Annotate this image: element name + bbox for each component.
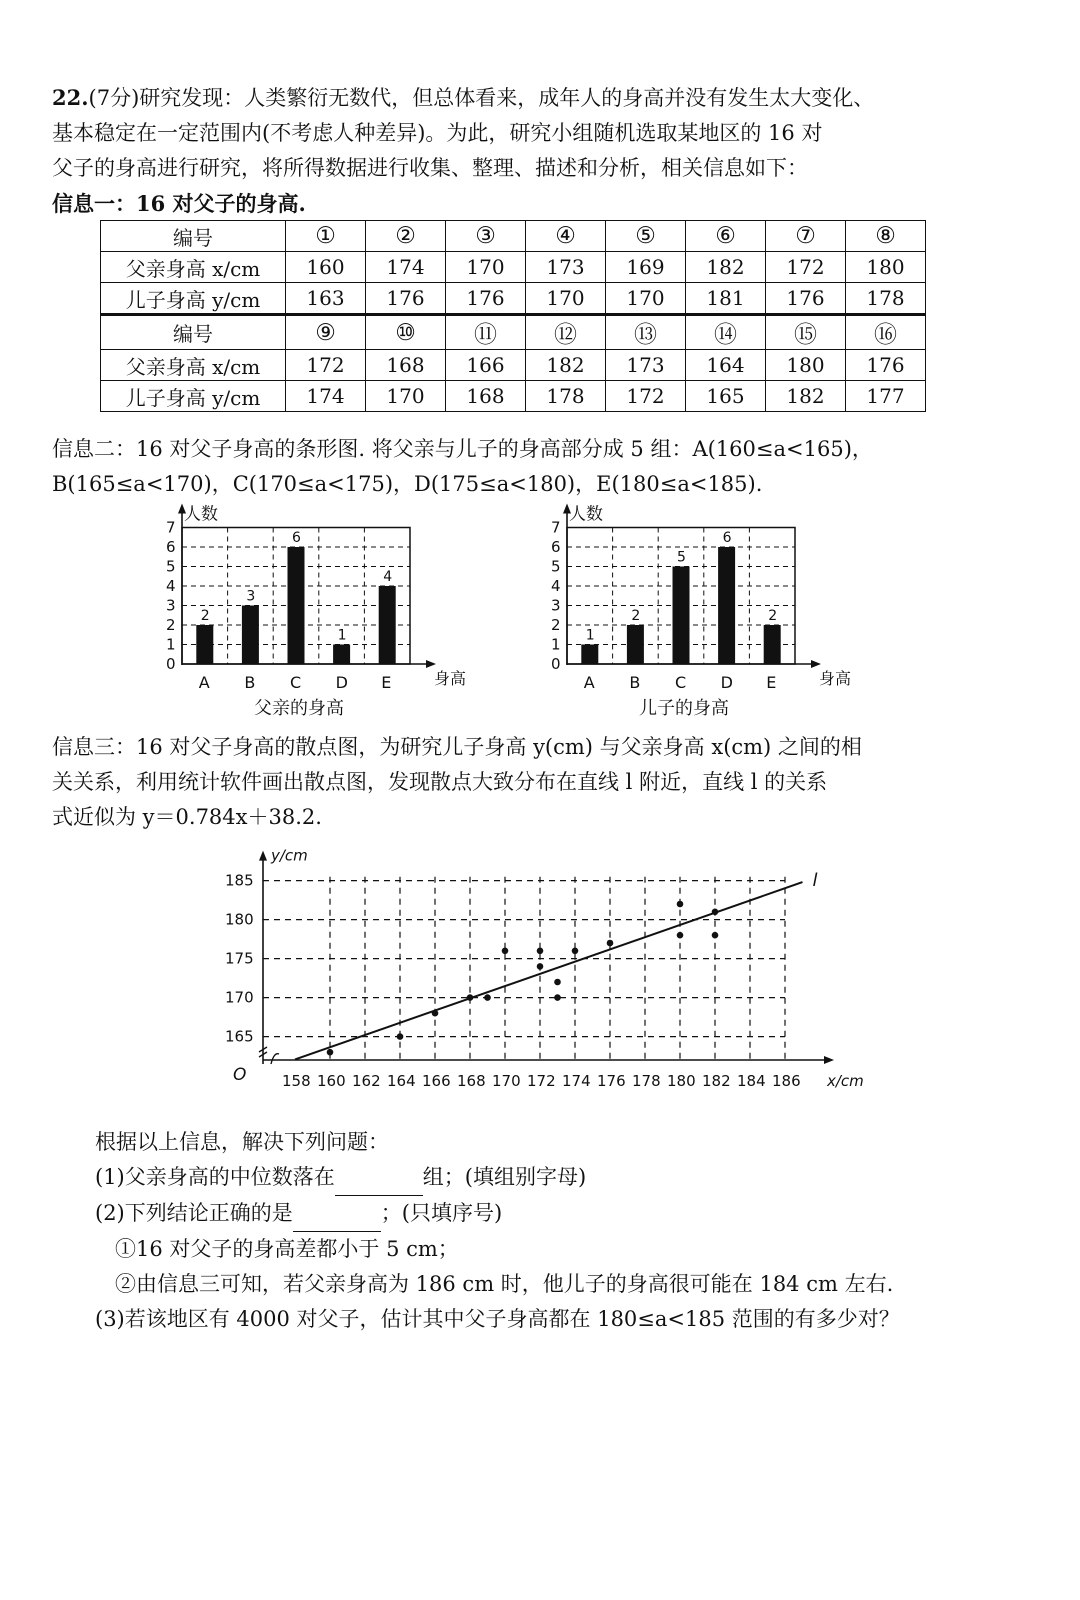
x-tick-label: 162 <box>352 1072 381 1090</box>
y-tick-label: 4 <box>551 577 561 595</box>
x-axis-label: 身高 <box>434 669 467 688</box>
table-cell: 172 <box>286 350 366 381</box>
x-category-label: C <box>290 673 302 692</box>
scatter-point <box>537 963 544 970</box>
x-axis-arrow <box>811 660 821 668</box>
bar <box>627 625 644 664</box>
table-cell: 170 <box>526 283 606 315</box>
x-category-label: C <box>675 673 687 692</box>
bar <box>242 606 259 665</box>
table-row <box>101 315 926 350</box>
scatter-point <box>432 1010 439 1017</box>
bar-value-label: 1 <box>337 627 347 644</box>
info3-line1: 信息三：16 对父子身高的散点图，为研究儿子身高 y(cm) 与父亲身高 x(cm) 之间的相 <box>52 735 862 759</box>
table-cell: 182 <box>766 381 846 412</box>
x-tick-label: 182 <box>702 1072 731 1090</box>
table-cell <box>446 221 526 252</box>
pair-id: ⑩ <box>395 319 416 346</box>
table-cell <box>766 221 846 252</box>
y-tick-label: 5 <box>166 557 176 576</box>
questions-lead: 根据以上信息，解决下列问题： <box>95 1130 389 1154</box>
pair-id: ② <box>395 223 416 249</box>
table-cell: 160 <box>286 252 366 283</box>
table-cell <box>526 315 606 350</box>
pair-id: ⑬ <box>634 322 657 348</box>
table-cell: 180 <box>846 252 926 283</box>
table-cell: 180 <box>766 350 846 381</box>
x-axis-label: 身高 <box>819 669 852 688</box>
table-cell <box>606 315 686 350</box>
q2-option2: ②由信息三可知，若父亲身高为 186 cm 时，他儿子的身高很可能在 184 cm 左右. <box>115 1272 894 1296</box>
y-tick-label: 1 <box>166 635 176 654</box>
pair-id: ⑦ <box>795 223 816 249</box>
bar-value-label: 6 <box>722 530 732 546</box>
bar <box>288 547 305 664</box>
q2-text-pre: (2)下列结论正确的是 <box>95 1201 293 1225</box>
bar <box>379 586 396 664</box>
pair-id: ⑧ <box>875 223 896 249</box>
problem-intro-line1: 研究发现：人类繁衍无数代，但总体看来，成年人的身高并没有发生太大变化、 <box>139 86 875 110</box>
y-tick-label: 7 <box>551 518 561 537</box>
son-bar-chart <box>535 500 852 725</box>
scatter-point <box>537 948 544 955</box>
table-cell: 178 <box>526 381 606 412</box>
table-cell: 170 <box>606 283 686 315</box>
info2-text <box>52 432 1062 502</box>
table-cell <box>686 315 766 350</box>
scatter-point <box>484 994 491 1001</box>
table-cell: 176 <box>766 283 846 315</box>
x-category-label: D <box>720 673 733 692</box>
table-cell: 178 <box>846 283 926 315</box>
chart-title: 儿子的身高 <box>639 698 729 719</box>
q2-answer-blank[interactable] <box>293 1196 381 1232</box>
x-tick-label: 172 <box>527 1072 556 1090</box>
bar-value-label: 5 <box>677 549 686 566</box>
regression-line <box>295 882 803 1059</box>
table-cell: 177 <box>846 381 926 412</box>
scatter-point <box>677 901 684 908</box>
scatter-point <box>467 994 474 1001</box>
x-tick-label: 166 <box>422 1072 451 1090</box>
y-tick-label: 165 <box>225 1027 254 1046</box>
pair-id: ⑥ <box>715 223 736 249</box>
scatter-point <box>502 948 509 955</box>
bar <box>764 625 781 664</box>
scatter-point <box>712 932 719 939</box>
y-tick-label: 7 <box>166 518 176 537</box>
table-cell: 165 <box>686 381 766 412</box>
table-cell: 176 <box>846 350 926 381</box>
height-table <box>100 220 926 412</box>
table-row <box>101 381 926 412</box>
bar <box>333 645 350 665</box>
x-tick-label: 160 <box>317 1072 346 1090</box>
q1-answer-blank[interactable] <box>335 1160 423 1196</box>
bar-value-label: 4 <box>383 569 393 585</box>
info3-line3: 式近似为 y＝0.784x＋38.2. <box>52 805 322 829</box>
scatter-point <box>554 994 561 1001</box>
x-tick-label: 186 <box>772 1072 801 1090</box>
pair-id: ⑤ <box>635 223 656 249</box>
x-tick-label: 164 <box>387 1072 416 1090</box>
x-axis-label: x/cm <box>827 1072 864 1090</box>
scatter-point <box>677 932 684 939</box>
y-tick-label: 3 <box>551 596 561 615</box>
pair-id: ⑭ <box>714 322 737 348</box>
table-row <box>101 350 926 381</box>
pair-id: ⑮ <box>794 322 817 348</box>
table-cell <box>286 221 366 252</box>
pair-id: ⑯ <box>874 322 897 348</box>
x-category-label: B <box>629 673 641 692</box>
pair-id: ⑪ <box>474 322 497 348</box>
bar <box>581 645 598 665</box>
pair-id: ① <box>315 223 336 249</box>
y-tick-label: 175 <box>225 949 254 968</box>
origin-label: O <box>233 1065 247 1085</box>
table-row-label: 编号 <box>101 315 286 350</box>
table-row-label: 编号 <box>101 221 286 252</box>
y-axis-label: 人数 <box>184 504 218 525</box>
problem-number: 22. <box>52 85 89 110</box>
table-cell: 172 <box>606 381 686 412</box>
table-cell <box>526 221 606 252</box>
pair-id: ⑨ <box>315 319 336 346</box>
table-cell <box>366 315 446 350</box>
table-cell: 170 <box>366 381 446 412</box>
table-row <box>101 221 926 252</box>
scatter-point <box>712 909 719 916</box>
x-category-label: A <box>583 673 595 692</box>
table-cell <box>366 221 446 252</box>
table-cell <box>606 221 686 252</box>
table-cell: 168 <box>366 350 446 381</box>
y-tick-label: 0 <box>551 655 561 673</box>
y-tick-label: 2 <box>166 616 176 634</box>
table-cell: 176 <box>366 283 446 315</box>
scatter-point <box>554 979 561 986</box>
y-axis-arrow <box>259 851 267 861</box>
regression-line-label: l <box>812 870 818 892</box>
problem-intro <box>52 80 1042 221</box>
problem-points: (7分) <box>88 86 140 110</box>
info1-title: 信息一：16 对父子的身高. <box>52 191 306 216</box>
info2-line2: B(165≤a<170)，C(170≤a<175)，D(175≤a<180)，E(180≤a<185). <box>52 472 763 496</box>
bar <box>196 625 213 664</box>
y-tick-label: 3 <box>166 596 176 615</box>
q3-text: (3)若该地区有 4000 对父子，估计其中父子身高都在 180≤a<185 范围的有多少对？ <box>95 1307 900 1331</box>
q1-text-pre: (1)父亲身高的中位数落在 <box>95 1165 335 1189</box>
q1-text-post: 组；(填组别字母) <box>422 1165 587 1189</box>
table-row-label: 儿子身高 y/cm <box>101 283 286 315</box>
x-tick-label: 168 <box>457 1072 486 1090</box>
table-cell: 170 <box>446 252 526 283</box>
table-cell: 169 <box>606 252 686 283</box>
y-tick-label: 0 <box>166 655 176 673</box>
table-cell: 163 <box>286 283 366 315</box>
table-row <box>101 252 926 283</box>
table-cell: 174 <box>286 381 366 412</box>
table-cell: 176 <box>446 283 526 315</box>
table-cell: 173 <box>606 350 686 381</box>
x-tick-label: 158 <box>282 1072 311 1090</box>
table-row-label: 儿子身高 y/cm <box>101 381 286 412</box>
q2-option1: ①16 对父子的身高差都小于 5 cm； <box>115 1237 459 1261</box>
table-cell: 182 <box>526 350 606 381</box>
table-cell: 168 <box>446 381 526 412</box>
scatter-point <box>327 1049 334 1056</box>
table-cell <box>446 315 526 350</box>
y-tick-label: 170 <box>225 988 254 1007</box>
x-tick-label: 174 <box>562 1072 591 1090</box>
table-cell: 174 <box>366 252 446 283</box>
table-row <box>101 283 926 315</box>
table-cell: 166 <box>446 350 526 381</box>
pair-id: ③ <box>475 223 496 249</box>
table-cell <box>286 315 366 350</box>
y-tick-label: 6 <box>166 538 176 556</box>
x-category-label: E <box>381 673 392 692</box>
axis-break-mark <box>271 1054 279 1064</box>
table-cell <box>686 221 766 252</box>
x-tick-label: 184 <box>737 1072 766 1090</box>
table-cell <box>846 221 926 252</box>
y-tick-label: 185 <box>225 871 254 890</box>
bar <box>718 547 735 664</box>
bar-value-label: 1 <box>585 627 595 644</box>
y-tick-label: 6 <box>551 538 561 556</box>
table-row-label: 父亲身高 x/cm <box>101 252 286 283</box>
scatter-point <box>397 1033 404 1040</box>
y-tick-label: 4 <box>166 577 176 595</box>
x-category-label: A <box>198 673 210 692</box>
table-cell: 173 <box>526 252 606 283</box>
bar-value-label: 3 <box>246 588 256 605</box>
bar <box>673 567 690 665</box>
info2-line1: 信息二：16 对父子身高的条形图. 将父亲与儿子的身高部分成 5 组：A(160≤a<165)， <box>52 437 873 461</box>
y-tick-label: 180 <box>225 910 254 929</box>
x-axis-arrow <box>824 1056 834 1064</box>
table-cell: 164 <box>686 350 766 381</box>
problem-intro-line3: 父子的身高进行研究，将所得数据进行收集、整理、描述和分析，相关信息如下： <box>52 156 808 180</box>
chart-title: 父亲的身高 <box>254 698 344 719</box>
y-tick-label: 5 <box>551 557 561 576</box>
table-cell: 181 <box>686 283 766 315</box>
x-tick-label: 176 <box>597 1072 626 1090</box>
father-bar-chart <box>150 500 467 725</box>
scatter-plot <box>215 838 875 1108</box>
bar-value-label: 2 <box>631 608 641 624</box>
pair-id: ⑫ <box>554 322 577 348</box>
table-row-label: 父亲身高 x/cm <box>101 350 286 381</box>
problem-intro-line2: 基本稳定在一定范围内(不考虑人种差异)。为此，研究小组随机选取某地区的 16 对 <box>52 121 823 145</box>
bar-value-label: 2 <box>200 608 210 624</box>
scatter-point <box>607 940 614 947</box>
table-cell: 172 <box>766 252 846 283</box>
y-axis-label: y/cm <box>271 846 308 865</box>
x-category-label: D <box>335 673 348 692</box>
bar-value-label: 2 <box>768 608 778 624</box>
x-tick-label: 180 <box>667 1072 696 1090</box>
scatter-point <box>572 948 579 955</box>
x-category-label: E <box>766 673 777 692</box>
info3-text <box>52 730 1042 835</box>
x-category-label: B <box>244 673 256 692</box>
x-tick-label: 170 <box>492 1072 521 1090</box>
q2-text-post: ；(只填序号) <box>380 1201 503 1225</box>
x-axis-arrow <box>426 660 436 668</box>
table-cell <box>766 315 846 350</box>
table-cell <box>846 315 926 350</box>
x-tick-label: 178 <box>632 1072 661 1090</box>
bar-value-label: 6 <box>292 530 301 546</box>
y-axis-label: 人数 <box>569 504 603 525</box>
questions <box>95 1125 1045 1337</box>
y-tick-label: 1 <box>551 635 561 654</box>
info3-line2: 关关系，利用统计软件画出散点图，发现散点大致分布在直线 l 附近，直线 l 的关系 <box>52 770 828 794</box>
pair-id: ④ <box>555 223 576 249</box>
table-cell: 182 <box>686 252 766 283</box>
y-tick-label: 2 <box>551 616 561 634</box>
